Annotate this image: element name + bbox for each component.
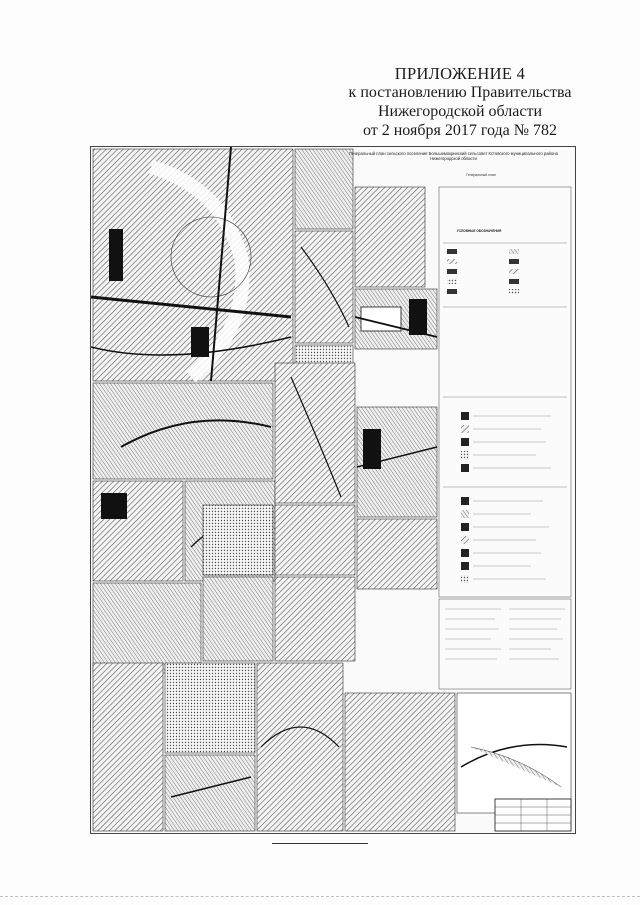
map-panel-main bbox=[91, 147, 293, 381]
map-panel-top-right bbox=[355, 187, 437, 349]
appendix-header bbox=[330, 64, 590, 140]
appendix-line-3: от 2 ноября 2017 года № 782 bbox=[362, 122, 558, 139]
appendix-line-2: Нижегородской области bbox=[377, 103, 542, 120]
legend-title: УСЛОВНЫЕ ОБОЗНАЧЕНИЯ bbox=[456, 229, 502, 233]
legend-area bbox=[439, 187, 571, 597]
map-panel-top-middle bbox=[295, 149, 353, 381]
map-sheet bbox=[90, 146, 576, 834]
map-collage bbox=[91, 147, 575, 833]
map-panel-middle-center bbox=[275, 363, 437, 517]
sheet-title: Генеральный план сельского поселения Большемокринский сельсовет Кстовского муниципального района Нижегородской области bbox=[349, 151, 558, 161]
map-panel-bottom-right bbox=[345, 693, 571, 831]
signature-rule bbox=[272, 843, 368, 844]
scan-edge-line bbox=[0, 896, 640, 898]
appendix-line-1: к постановлению Правительства bbox=[348, 84, 572, 101]
sheet-subtitle: Генеральный план bbox=[466, 173, 496, 177]
appendix-title: ПРИЛОЖЕНИЕ 4 bbox=[394, 64, 526, 83]
